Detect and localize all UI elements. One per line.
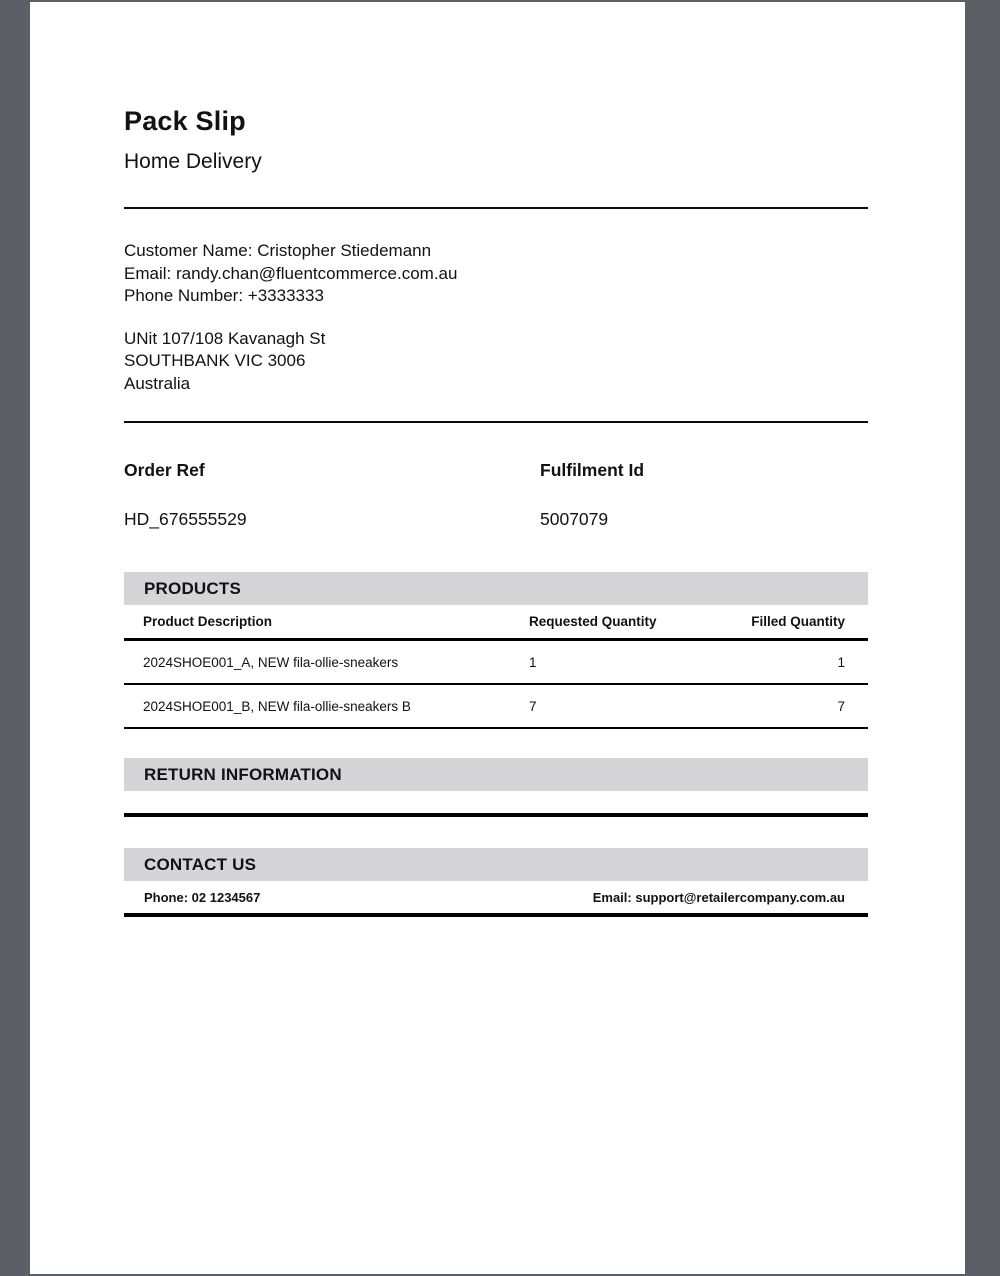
- divider-under-title: [124, 207, 868, 209]
- contact-details-row: [124, 881, 868, 917]
- page-title: Pack Slip: [124, 106, 246, 136]
- customer-email-line: Email: randy.chan@fluentcommerce.com.au: [124, 263, 458, 283]
- contact-us-section-header: [124, 848, 868, 881]
- divider-under-address: [124, 421, 868, 423]
- contact-us-section-title: CONTACT US: [144, 854, 257, 874]
- fulfilment-id-label: Fulfilment Id: [540, 460, 645, 480]
- customer-info-block: [124, 240, 868, 308]
- customer-phone-line: Phone Number: +3333333: [124, 286, 324, 305]
- table-row: [124, 641, 868, 685]
- column-header-filled-quantity: Filled Quantity: [751, 614, 845, 629]
- address-line-3: Australia: [124, 373, 191, 393]
- column-header-description: Product Description: [143, 614, 273, 629]
- order-ref-column: [124, 460, 540, 530]
- filled-quantity-cell: 1: [837, 654, 845, 670]
- return-information-section-header: [124, 758, 868, 791]
- divider-under-return-information: [124, 813, 868, 817]
- order-ref-value: HD_676555529: [124, 509, 247, 529]
- contact-email: Email: support@retailercompany.com.au: [592, 889, 845, 905]
- fulfilment-id-column: [540, 460, 868, 530]
- product-description-cell: 2024SHOE001_B, NEW fila-ollie-sneakers B: [143, 698, 411, 714]
- column-header-requested-quantity: Requested Quantity: [529, 614, 657, 629]
- contact-phone: Phone: 02 1234567: [144, 889, 261, 905]
- fulfilment-id-value: 5007079: [540, 509, 609, 529]
- customer-name-line: Customer Name: Cristopher Stiedemann: [124, 241, 432, 260]
- product-description-cell: 2024SHOE001_A, NEW fila-ollie-sneakers: [143, 654, 399, 670]
- return-information-section-title: RETURN INFORMATION: [144, 764, 342, 784]
- products-section-title: PRODUCTS: [144, 578, 241, 598]
- products-table: [124, 605, 868, 729]
- document-page: [30, 2, 965, 1274]
- filled-quantity-cell: 7: [837, 698, 845, 714]
- requested-quantity-cell: 7: [529, 698, 537, 714]
- order-reference-section: [124, 460, 868, 530]
- products-section-header: [124, 572, 868, 605]
- delivery-type-subtitle: Home Delivery: [124, 150, 262, 173]
- order-ref-label: Order Ref: [124, 460, 205, 480]
- shipping-address-block: [124, 328, 868, 396]
- products-table-header-row: [124, 605, 868, 641]
- table-row: [124, 685, 868, 729]
- address-line-1: UNit 107/108 Kavanagh St: [124, 328, 326, 348]
- requested-quantity-cell: 1: [529, 654, 537, 670]
- address-line-2: SOUTHBANK VIC 3006: [124, 351, 306, 370]
- document-content: [124, 2, 868, 917]
